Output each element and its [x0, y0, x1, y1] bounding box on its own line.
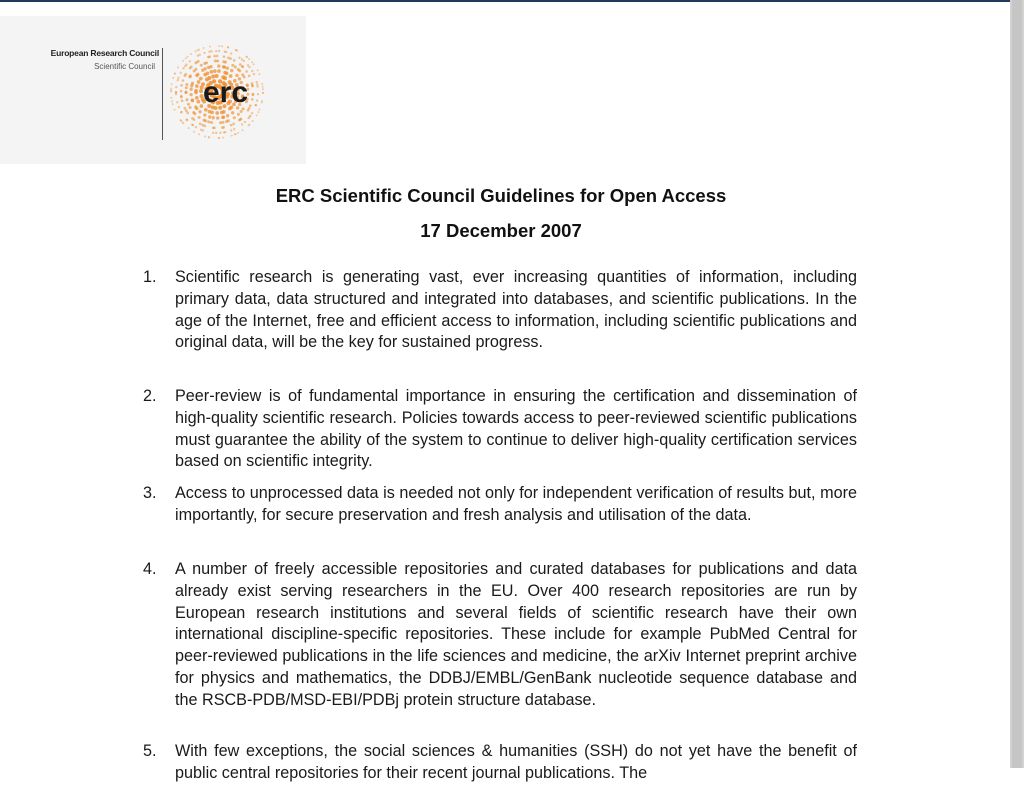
logo-dot — [251, 70, 253, 72]
logo-dot — [184, 73, 187, 76]
logo-dot — [257, 93, 259, 95]
logo-dot — [194, 105, 197, 108]
logo-dot — [230, 129, 232, 131]
logo-dot — [256, 114, 258, 116]
logo-dot — [178, 106, 180, 108]
logo-dot — [185, 83, 188, 86]
item-number: 2. — [143, 387, 157, 405]
logo-dot — [197, 80, 201, 84]
logo-dot — [217, 69, 221, 73]
erc-dotted-mark-icon — [162, 44, 272, 144]
item-text: Peer-review is of fundamental importance in ensuring the certification and dissemination of high-quality scientific research. Policies towards access to peer-reviewed scientific publications must guarantee the ability of the system to continue to deliver high-quality certification services based on scientific integrity. — [175, 387, 857, 471]
logo-dot — [208, 110, 212, 114]
logo-dot — [220, 111, 224, 115]
logo-dot — [200, 64, 203, 67]
logo-dot — [180, 72, 182, 74]
logo-dot — [170, 88, 172, 90]
logo-dot — [195, 84, 199, 88]
logo-dot — [203, 113, 206, 116]
logo-dot — [227, 46, 229, 48]
logo-dot — [180, 95, 183, 98]
logo-dot — [189, 88, 192, 91]
logo-sub-name: Scientific Council — [94, 62, 155, 71]
logo-dot — [171, 83, 173, 85]
logo-dot — [185, 86, 188, 89]
logo-dot — [204, 67, 207, 70]
logo-dot — [194, 50, 196, 52]
logo-dot — [252, 93, 255, 96]
erc-logo — [0, 16, 306, 164]
logo-dot — [189, 60, 191, 62]
logo-dot — [199, 54, 201, 56]
logo-dot — [216, 55, 219, 58]
logo-dot — [174, 109, 176, 111]
logo-dot — [219, 121, 222, 124]
logo-dot — [248, 124, 250, 126]
logo-dot — [191, 123, 193, 125]
logo-dot — [245, 56, 247, 58]
logo-dot — [252, 120, 254, 122]
logo-dot — [236, 50, 238, 52]
logo-dot — [255, 104, 257, 106]
logo-dot — [197, 60, 200, 63]
logo-dot — [233, 59, 236, 62]
logo-dot — [198, 116, 201, 119]
logo-dot — [241, 123, 243, 125]
logo-dot — [245, 70, 248, 73]
logo-dot — [215, 50, 217, 52]
logo-dot — [262, 88, 264, 90]
logo-dot — [210, 70, 214, 74]
logo-dot — [226, 66, 229, 69]
logo-dot — [230, 124, 233, 127]
logo-dot — [238, 57, 240, 59]
logo-dot — [217, 64, 220, 67]
document-date: 17 December 2007 — [420, 220, 582, 241]
logo-dot — [221, 45, 223, 47]
logo-dot — [189, 106, 192, 109]
scrollbar-track[interactable] — [1010, 0, 1024, 768]
logo-dot — [223, 65, 226, 68]
logo-dot — [248, 58, 250, 60]
logo-dot — [193, 131, 195, 133]
logo-dot — [192, 111, 195, 114]
logo-dot — [208, 115, 211, 118]
logo-dot — [189, 93, 192, 96]
item-text: Scientific research is generating vast, ever increasing quantities of information, including primary data, data structured and integrated into databases, and scientific publications. In the age of the Internet, free and efficient access to information, including scientific publications and original data, will be the key for sustained progress. — [175, 268, 857, 352]
item-number: 1. — [143, 268, 157, 286]
logo-dot — [210, 50, 212, 52]
logo-dot — [208, 55, 211, 58]
logo-dot — [207, 120, 210, 123]
logo-dot — [198, 49, 200, 51]
logo-dot — [258, 73, 260, 75]
logo-dot — [248, 66, 250, 68]
logo-dot — [190, 65, 193, 68]
logo-dot — [205, 61, 208, 64]
logo-dot — [170, 97, 172, 99]
logo-dot — [206, 71, 210, 75]
logo-dot — [200, 129, 202, 131]
logo-dot — [187, 56, 189, 58]
logo-dot — [216, 116, 219, 119]
logo-dot — [224, 131, 226, 133]
logo-dot — [256, 83, 258, 85]
logo-dot — [251, 85, 254, 88]
logo-dot — [199, 122, 202, 125]
logo-dot — [256, 81, 258, 83]
logo-dot — [237, 113, 240, 116]
logo-dot — [203, 52, 205, 54]
logo-dot — [213, 69, 217, 73]
logo-dot — [194, 89, 198, 93]
logo-dot — [224, 61, 227, 64]
logo-dot — [185, 57, 187, 59]
logo-dot — [174, 72, 176, 74]
logo-dot — [193, 118, 196, 121]
logo-dot — [197, 100, 201, 104]
document-page — [0, 2, 1010, 782]
logo-dot — [170, 89, 172, 91]
logo-dot — [177, 77, 179, 79]
logo-dot — [241, 58, 243, 60]
logo-dot — [190, 53, 192, 55]
logo-dot — [231, 111, 234, 114]
logo-dot — [212, 116, 215, 119]
logo-dot — [208, 51, 210, 53]
logo-dot — [187, 103, 190, 106]
logo-dot — [247, 117, 249, 119]
logo-dot — [243, 60, 245, 62]
logo-dot — [194, 68, 197, 71]
logo-dot — [203, 119, 206, 122]
logo-dot — [257, 69, 259, 71]
logo-dot — [196, 73, 199, 76]
logo-dot — [257, 111, 259, 113]
logo-dot — [251, 98, 254, 101]
logo-dot — [247, 109, 250, 112]
scrollbar-thumb[interactable] — [1012, 0, 1022, 768]
logo-dot — [231, 135, 233, 137]
logo-dot — [185, 63, 187, 65]
logo-dot — [182, 60, 184, 62]
logo-dot — [234, 65, 237, 68]
logo-dot — [226, 114, 229, 117]
item-text: With few exceptions, the social sciences & humanities (SSH) do not yet have the benefit of public central repositories for their recent journal publications. The — [175, 742, 857, 782]
document-title: ERC Scientific Council Guidelines for Open Access — [275, 185, 727, 206]
logo-dot — [191, 82, 194, 85]
logo-dot — [184, 107, 187, 110]
logo-dot — [209, 65, 212, 68]
logo-dot — [237, 132, 239, 134]
logo-dot — [175, 91, 177, 93]
logo-dot — [262, 86, 264, 88]
logo-dot — [175, 86, 177, 88]
logo-dot — [177, 66, 179, 68]
logo-dot — [172, 103, 174, 105]
logo-dot — [244, 121, 246, 123]
logo-dot — [176, 101, 178, 103]
logo-dot — [256, 85, 258, 87]
logo-dot — [225, 72, 229, 76]
logo-dot — [253, 73, 255, 75]
logo-dot — [261, 83, 263, 85]
logo-dot — [232, 123, 235, 126]
logo-dot — [182, 67, 184, 69]
logo-dot — [234, 133, 236, 135]
logo-dot — [256, 99, 258, 101]
logo-dot — [238, 119, 241, 122]
item-number: 4. — [143, 560, 157, 578]
item-number: 3. — [143, 484, 157, 502]
logo-dot — [177, 79, 179, 81]
logo-dot — [241, 65, 244, 68]
logo-dot — [239, 63, 242, 66]
logo-dot — [212, 132, 214, 134]
logo-dot — [231, 64, 234, 67]
logo-dot — [219, 132, 221, 134]
logo-dot — [186, 112, 189, 115]
logo-dot — [201, 124, 204, 127]
logo-dot — [203, 47, 205, 49]
logo-dot — [180, 84, 183, 87]
logo-dot — [218, 137, 220, 139]
logo-dot — [240, 110, 243, 113]
logo-dot — [212, 126, 215, 129]
logo-org-name: European Research Council — [50, 48, 159, 58]
logo-mark-text: erc — [203, 76, 249, 109]
logo-dot — [259, 109, 261, 111]
item-text: Access to unprocessed data is needed not only for independent verification of results but, more importantly, for secure preservation and fresh analysis and utilisation of the data. — [175, 484, 857, 524]
logo-dot — [180, 111, 182, 113]
logo-dot — [225, 120, 228, 123]
logo-dot — [223, 55, 226, 58]
logo-dot — [213, 55, 216, 58]
logo-dot — [204, 135, 206, 137]
logo-dot — [230, 69, 233, 72]
logo-dot — [191, 99, 194, 102]
item-number: 5. — [143, 742, 157, 760]
logo-dot — [180, 119, 182, 121]
logo-dot — [248, 74, 251, 77]
logo-dot — [225, 51, 227, 53]
logo-dot — [182, 79, 185, 82]
logo-dot — [181, 121, 183, 123]
logo-dot — [185, 109, 188, 112]
logo-dot — [198, 133, 200, 135]
logo-dot — [172, 77, 174, 79]
logo-dot — [210, 121, 213, 124]
logo-dot — [230, 52, 232, 54]
logo-dot — [218, 45, 220, 47]
logo-dot — [249, 104, 252, 107]
logo-dot — [262, 92, 264, 94]
logo-dot — [229, 57, 232, 60]
logo-dot — [215, 132, 217, 134]
logo-dot — [215, 111, 219, 115]
logo-dot — [188, 127, 190, 129]
logo-dot — [195, 126, 197, 128]
logo-dot — [261, 101, 263, 103]
logo-dot — [221, 126, 224, 129]
logo-dot — [253, 63, 255, 65]
logo-dot — [222, 137, 224, 139]
logo-dot — [189, 75, 192, 78]
logo-dot — [233, 116, 236, 119]
logo-dot — [233, 128, 235, 130]
logo-dot — [195, 96, 199, 100]
logo-dot — [218, 50, 220, 52]
logo-dot — [185, 118, 187, 120]
logo-dot — [185, 98, 188, 101]
logo-dot — [241, 129, 243, 131]
logo-dot — [208, 136, 210, 138]
logo-dot — [209, 46, 211, 48]
logo-dot — [198, 110, 201, 113]
logo-dot — [251, 61, 253, 63]
logo-dot — [184, 91, 187, 94]
logo-dot — [251, 112, 253, 114]
logo-dot — [221, 116, 224, 119]
logo-dot — [216, 60, 219, 63]
logo-dot — [180, 90, 183, 93]
logo-dot — [181, 99, 184, 102]
item-text: A number of freely accessible repositories and curated databases for publications and data already exist serving researchers in the EU. Over 400 research repositories are run by European research institutions and several fields of scientific research have their own international discipline-specific repositories. These include for example PubMed Central for peer-reviewed publications in the life sciences and medicine, the arXiv Internet preprint archive for physics and mathematics, the DDBJ/EMBL/GenBank nucleotide sequence database and the RSCB-PDB/MSD-EBI/PDBj protein structure database. — [175, 560, 857, 709]
logo-dot — [238, 69, 241, 72]
logo-dot — [171, 100, 173, 102]
